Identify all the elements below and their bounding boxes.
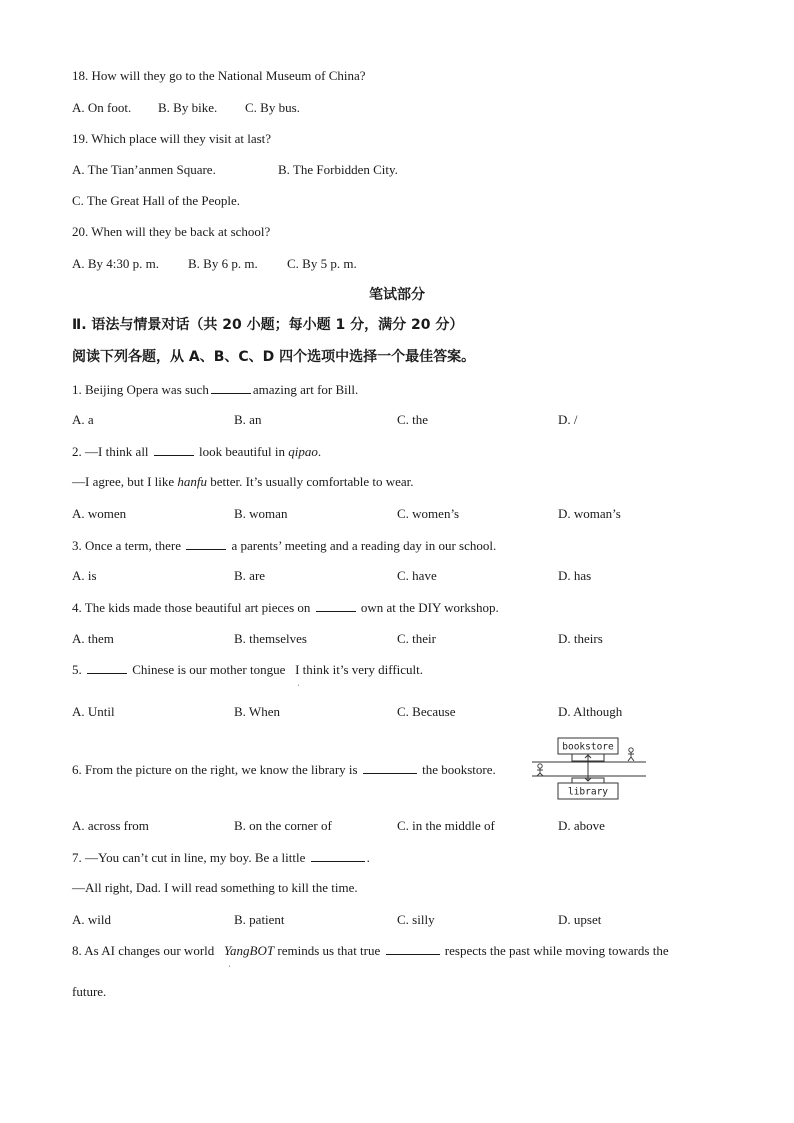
library-label: library bbox=[567, 786, 609, 798]
question-8-continued: future. bbox=[72, 984, 107, 999]
q18-option-a: A. On foot. bbox=[72, 100, 132, 115]
q5-option-c: C. Because bbox=[397, 704, 456, 719]
q4-option-d: D. theirs bbox=[558, 631, 603, 646]
question-2-reply bbox=[72, 474, 414, 490]
q7-text-post: . bbox=[366, 850, 370, 865]
question-6 bbox=[72, 761, 496, 778]
q8-text-pre: 8. As AI changes our world bbox=[72, 943, 215, 958]
q4-option-a: A. them bbox=[72, 631, 114, 646]
answer-blank bbox=[186, 537, 226, 550]
q5-text-post2: I think it’s very difficult. bbox=[295, 662, 424, 677]
q1-option-d: D. / bbox=[558, 412, 578, 427]
answer-blank bbox=[311, 849, 365, 862]
q8-text-post: respects the past while moving towards the bbox=[444, 943, 669, 958]
answer-blank bbox=[363, 761, 417, 774]
q19-option-c: C. The Great Hall of the People. bbox=[72, 193, 240, 208]
q8-yangbot: YangBOT bbox=[224, 943, 275, 958]
q4-option-c: C. their bbox=[397, 631, 436, 646]
q7-option-c: C. silly bbox=[397, 912, 435, 927]
q3-text-pre: 3. Once a term, there bbox=[72, 538, 182, 553]
q7-text-pre: 7. —You can’t cut in line, my boy. Be a little bbox=[72, 850, 306, 865]
q2-option-a: A. women bbox=[72, 506, 127, 521]
q6-text-post: the bookstore. bbox=[422, 762, 496, 777]
bookstore-label: bookstore bbox=[562, 741, 614, 753]
question-20: 20. When will they be back at school? bbox=[72, 224, 271, 239]
q6-option-c: C. in the middle of bbox=[397, 818, 495, 833]
q6-text-pre: 6. From the picture on the right, we know the library is bbox=[72, 762, 358, 777]
q19-option-b: B. The Forbidden City. bbox=[278, 162, 398, 177]
question-18: 18. How will they go to the National Museum of China? bbox=[72, 68, 366, 83]
q1-option-a: A. a bbox=[72, 412, 94, 427]
answer-blank bbox=[211, 381, 251, 394]
q3-option-d: D. has bbox=[558, 568, 592, 583]
q6-option-d: D. above bbox=[558, 818, 605, 833]
answer-blank bbox=[154, 443, 194, 456]
comma-mark: ˌ bbox=[228, 957, 231, 967]
q20-option-c: C. By 5 p. m. bbox=[287, 256, 357, 271]
q2-text-end: . bbox=[317, 444, 322, 459]
q5-text-pre: 5. bbox=[72, 662, 82, 677]
section-2-heading: Ⅱ. 语法与情景对话（共 20 小题；每小题 1 分，满分 20 分） bbox=[72, 317, 464, 333]
q4-text-pre: 4. The kids made those beautiful art pieces on bbox=[72, 600, 311, 615]
q3-option-a: A. is bbox=[72, 568, 97, 583]
question-19: 19. Which place will they visit at last? bbox=[72, 131, 272, 146]
q1-option-c: C. the bbox=[397, 412, 429, 427]
question-3 bbox=[72, 537, 496, 554]
q5-option-a: A. Until bbox=[72, 704, 115, 719]
q1-option-b: B. an bbox=[234, 412, 262, 427]
q7-option-a: A. wild bbox=[72, 912, 111, 927]
q5-option-b: B. When bbox=[234, 704, 280, 719]
answer-blank bbox=[87, 661, 127, 674]
q2-qipao: qipao bbox=[288, 444, 318, 459]
question-7-reply: —All right, Dad. I will read something to kill the time. bbox=[72, 880, 358, 895]
person-left-icon bbox=[537, 764, 543, 776]
question-1 bbox=[72, 381, 358, 398]
q2-reply-pre: —I agree, but I like bbox=[72, 474, 175, 489]
question-7 bbox=[72, 849, 370, 866]
q2-option-b: B. woman bbox=[234, 506, 288, 521]
q2-option-d: D. woman’s bbox=[558, 506, 621, 521]
q7-option-b: B. patient bbox=[234, 912, 285, 927]
q5-option-d: D. Although bbox=[558, 704, 623, 719]
section-2-instruction: 阅读下列各题，从 A、B、C、D 四个选项中选择一个最佳答案。 bbox=[72, 349, 476, 365]
q8-text-mid: reminds us that true bbox=[277, 943, 381, 958]
q6-option-b: B. on the corner of bbox=[234, 818, 332, 833]
q4-option-b: B. themselves bbox=[234, 631, 307, 646]
q18-option-c: C. By bus. bbox=[245, 100, 300, 115]
q2-hanfu: hanfu bbox=[177, 474, 208, 489]
q3-option-c: C. have bbox=[397, 568, 437, 583]
q1-text-post: amazing art for Bill. bbox=[252, 382, 359, 397]
q4-text-post: own at the DIY workshop. bbox=[360, 600, 499, 615]
q2-reply-post: better. It’s usually comfortable to wear. bbox=[210, 474, 414, 489]
written-section-title: 笔试部分 bbox=[369, 287, 425, 303]
comma-mark: ˌ bbox=[297, 676, 300, 686]
q2-text-post: look beautiful in bbox=[199, 444, 285, 459]
q2-option-c: C. women’s bbox=[397, 506, 460, 521]
q7-option-d: D. upset bbox=[558, 912, 602, 927]
q19-option-a: A. The Tian’anmen Square. bbox=[72, 162, 216, 177]
q1-text-pre: 1. Beijing Opera was such bbox=[72, 382, 209, 397]
answer-blank bbox=[316, 599, 356, 612]
q6-option-a: A. across from bbox=[72, 818, 149, 833]
question-5 bbox=[72, 661, 423, 678]
answer-blank bbox=[386, 942, 440, 955]
street-map-illustration bbox=[532, 735, 646, 803]
q18-option-b: B. By bike. bbox=[158, 100, 218, 115]
question-8 bbox=[72, 942, 669, 959]
q20-option-a: A. By 4:30 p. m. bbox=[72, 256, 160, 271]
question-2 bbox=[72, 443, 321, 460]
person-right-icon bbox=[628, 748, 634, 761]
q2-text-pre: 2. —I think all bbox=[72, 444, 149, 459]
q5-text-post: Chinese is our mother tongue bbox=[132, 662, 286, 677]
q3-text-post: a parents’ meeting and a reading day in our school. bbox=[231, 538, 497, 553]
question-4 bbox=[72, 599, 499, 616]
q20-option-b: B. By 6 p. m. bbox=[188, 256, 258, 271]
q3-option-b: B. are bbox=[234, 568, 266, 583]
